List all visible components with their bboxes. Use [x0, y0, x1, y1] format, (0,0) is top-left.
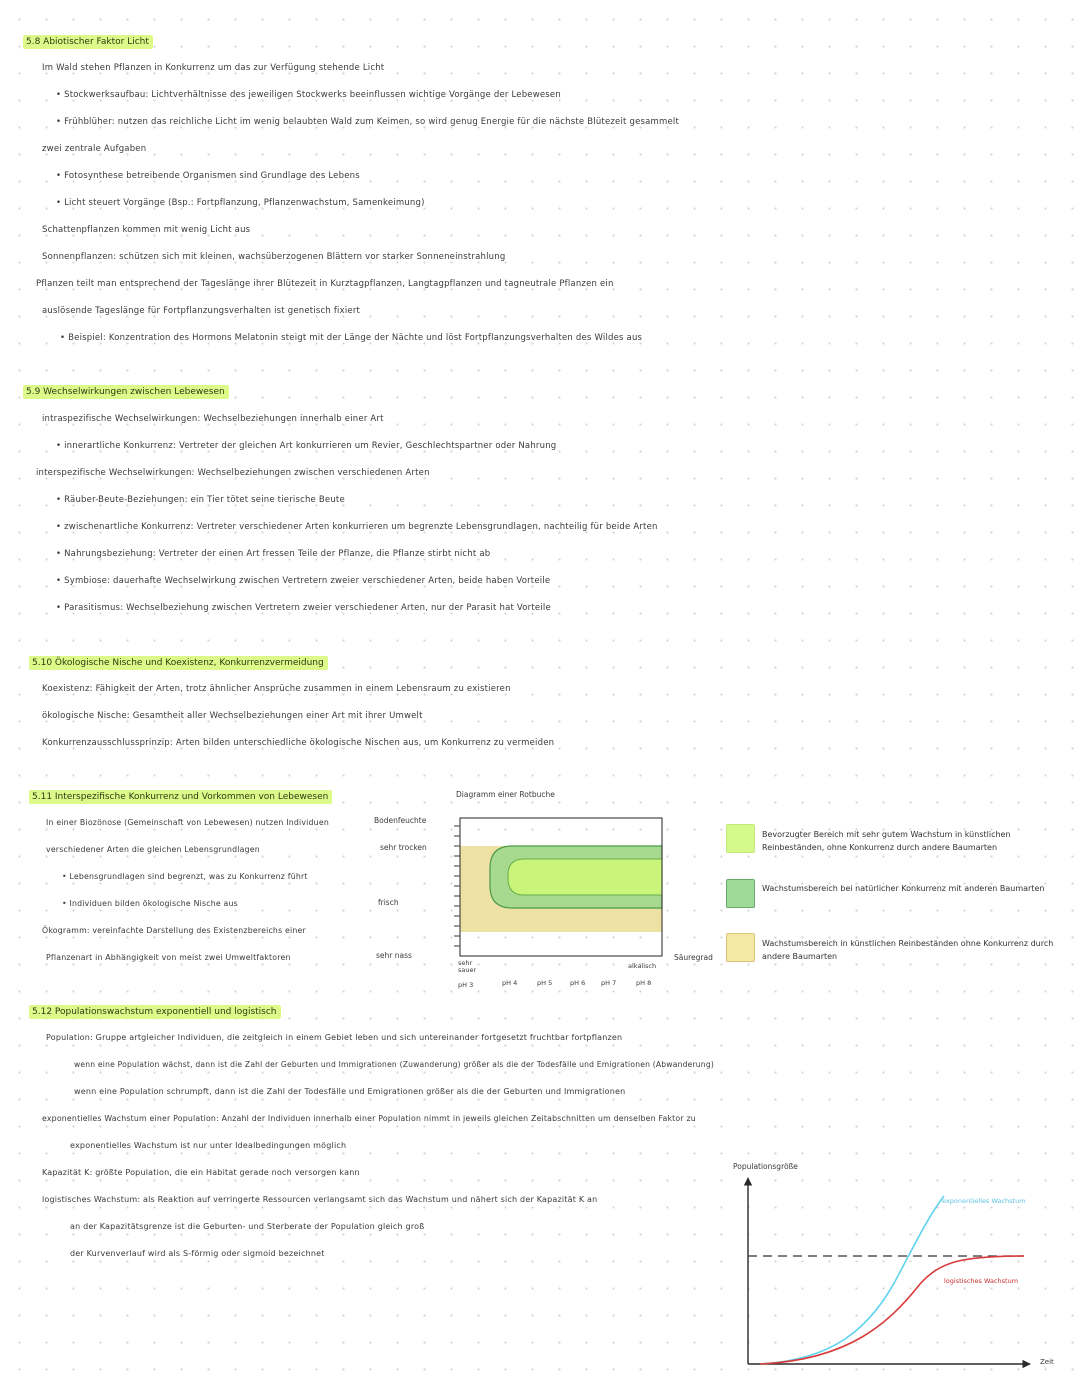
text-line: • Räuber-Beute-Beziehungen: ein Tier tötet seine tierische Beute	[56, 494, 345, 506]
text-line: an der Kapazitätsgrenze ist die Geburten- und Sterberate der Population gleich groß	[70, 1222, 425, 1231]
text-line: • zwischenartliche Konkurrenz: Vertreter verschiedener Arten konkurrieren um begrenzte Lebensgrundlagen, nachteilig für beide Arten	[56, 521, 658, 533]
text-line: Pflanzenart in Abhängigkeit von meist zwei Umweltfaktoren	[46, 953, 291, 962]
text-line: Population: Gruppe artgleicher Individuen, die zeitgleich in einem Gebiet leben und sich untereinander fortgesetzt fruchtbar fortpflanzen	[46, 1033, 623, 1042]
text-line: interspezifische Wechselwirkungen: Wechselbeziehungen zwischen verschiedenen Arten	[36, 468, 430, 478]
text-line: ökologische Nische: Gesamtheit aller Wechselbeziehungen einer Art mit ihrer Umwelt	[42, 711, 423, 721]
section-5-12-header: 5.12 Populationswachstum exponentiell und logistisch	[29, 1005, 281, 1019]
text-line: • Beispiel: Konzentration des Hormons Melatonin steigt mit der Länge der Nächte und löst Fortpflanzungsverhalten des Wildes aus	[60, 332, 642, 344]
section-5-9-header: 5.9 Wechselwirkungen zwischen Lebewesen	[23, 385, 229, 399]
logistic-curve	[760, 1256, 1024, 1364]
section-5-11-header: 5.11 Interspezifische Konkurrenz und Vorkommen von Lebewesen	[29, 790, 332, 804]
text-line: Im Wald stehen Pflanzen in Konkurrenz um das zur Verfügung stehende Licht	[42, 63, 385, 73]
oekogramm-y-label: sehr nass	[376, 951, 412, 960]
text-line: Kapazität K: größte Population, die ein Habitat gerade noch versorgen kann	[42, 1168, 360, 1177]
text-line: • Licht steuert Vorgänge (Bsp.: Fortpflanzung, Pflanzenwachstum, Samenkeimung)	[56, 197, 425, 209]
text-line: der Kurvenverlauf wird als S-förmig oder sigmoid bezeichnet	[70, 1249, 325, 1258]
text-line: In einer Biozönose (Gemeinschaft von Lebewesen) nutzen Individuen	[46, 818, 329, 827]
exponential-curve	[760, 1196, 944, 1364]
section-5-8-header: 5.8 Abiotischer Faktor Licht	[23, 35, 153, 49]
text-line: Konkurrenzausschlussprinzip: Arten bilden unterschiedliche ökologische Nischen aus, um Konkurrenz zu vermeiden	[42, 738, 555, 748]
oekogramm-x-label: pH 5	[537, 979, 553, 987]
text-line: • Symbiose: dauerhafte Wechselwirkung zwischen Vertretern zweier verschiedener Arten, beide haben Vorteile	[56, 575, 550, 587]
oekogramm-y-label: frisch	[378, 898, 399, 907]
text-line: Koexistenz: Fähigkeit der Arten, trotz ähnlicher Ansprüche zusammen in einem Lebensraum zu existieren	[42, 684, 511, 694]
oekogramm-x-sublabel: pH 3	[458, 981, 474, 989]
text-line: • Stockwerksaufbau: Lichtverhältnisse des jeweiligen Stockwerks beeinflussen wichtige Vorgänge der Lebewesen	[56, 89, 561, 101]
text-line: Pflanzen teilt man entsprechend der Tageslänge ihrer Blütezeit in Kurztagpflanzen, Langtagpflanzen und tagneutrale Pflanzen ein	[36, 279, 614, 289]
text-line: • Individuen bilden ökologische Nische aus	[62, 898, 238, 910]
legend-swatch-preferred	[726, 824, 755, 853]
growth-x-label: Zeit	[1040, 1358, 1054, 1366]
logistic-label: logistisches Wachstum	[944, 1277, 1019, 1285]
legend-text-preferred: Bevorzugter Bereich mit sehr gutem Wachstum in künstlichen Reinbeständen, ohne Konkurrenz durch andere Baumarten	[762, 830, 1011, 852]
text-line: • innerartliche Konkurrenz: Vertreter der gleichen Art konkurrieren um Revier, Geschlechtspartner oder Nahrung	[56, 440, 556, 452]
oekogramm-x-label: sehr sauer	[458, 959, 477, 974]
text-line: exponentielles Wachstum ist nur unter Idealbedingungen möglich	[70, 1141, 347, 1150]
legend-swatch-outer	[726, 933, 755, 962]
oekogramm-x-label: alkalisch	[628, 962, 657, 970]
oekogramm-x-sublabel: pH 8	[636, 979, 652, 987]
text-line: • Nahrungsbeziehung: Vertreter der einen Art fressen Teile der Pflanze, die Pflanze stirbt nicht ab	[56, 548, 490, 560]
legend-swatch-natural	[726, 879, 755, 908]
text-line: wenn eine Population wächst, dann ist die Zahl der Geburten und Immigrationen (Zuwanderung) größer als die der Todesfälle und Emigrationen (Abwanderung)	[74, 1060, 715, 1069]
text-line: Schattenpflanzen kommen mit wenig Licht aus	[42, 225, 251, 235]
oekogramm-chart	[450, 812, 670, 962]
text-line: logistisches Wachstum: als Reaktion auf verringerte Ressourcen verlangsamt sich das Wachstum und nähert sich der Kapazität K an	[42, 1195, 598, 1204]
text-line: Sonnenpflanzen: schützen sich mit kleinen, wachsüberzogenen Blättern vor starker Sonneneinstrahlung	[42, 252, 506, 262]
text-line: verschiedener Arten die gleichen Lebensgrundlagen	[46, 845, 260, 854]
oekogramm-x-label: pH 4	[502, 979, 518, 987]
text-line: intraspezifische Wechselwirkungen: Wechselbeziehungen innerhalb einer Art	[42, 414, 384, 424]
text-line: • Frühblüher: nutzen das reichliche Licht im wenig belaubten Wald zum Keimen, so wird genug Energie für die nächste Blütezeit gesammelt	[56, 116, 679, 128]
oekogramm-x-label: pH 6	[570, 979, 586, 987]
oekogramm-y-label: sehr trocken	[380, 843, 427, 852]
section-5-10-header: 5.10 Ökologische Nische und Koexistenz, Konkurrenzvermeidung	[29, 656, 328, 670]
y-axis-ticks	[454, 826, 460, 946]
legend-text-natural: Wachstumsbereich bei natürlicher Konkurrenz mit anderen Baumarten	[762, 884, 1045, 893]
oekogramm-y-title: Bodenfeuchte	[374, 816, 427, 825]
exponential-label: exponentielles Wachstum	[942, 1197, 1026, 1205]
text-line: wenn eine Population schrumpft, dann ist die Zahl der Todesfälle und Emigrationen größer als die der Geburten und Immigrationen	[74, 1087, 626, 1096]
legend-text-outer: Wachstumsbereich in künstlichen Reinbeständen ohne Konkurrenz durch andere Baumarten	[762, 939, 1054, 961]
oekogramm-title: Diagramm einer Rotbuche	[456, 790, 555, 799]
text-line: • Fotosynthese betreibende Organismen sind Grundlage des Lebens	[56, 170, 360, 182]
text-line: • Lebensgrundlagen sind begrenzt, was zu Konkurrenz führt	[62, 871, 308, 883]
text-line: auslösende Tageslänge für Fortpflanzungsverhalten ist genetisch fixiert	[42, 306, 361, 316]
text-line: Ökogramm: vereinfachte Darstellung des Existenzbereichs einer	[42, 926, 306, 935]
growth-y-label: Populationsgröße	[733, 1162, 798, 1171]
text-line: • Parasitismus: Wechselbeziehung zwischen Vertretern zweier verschiedener Arten, nur der Parasit hat Vorteile	[56, 602, 551, 614]
preferred-area	[508, 859, 662, 895]
text-line: exponentielles Wachstum einer Population: Anzahl der Individuen innerhalb einer Population nimmt in jeweils gleichen Zeitabschnitten um denselben Faktor zu	[42, 1114, 696, 1123]
oekogramm-x-title: Säuregrad	[674, 953, 713, 962]
text-line: zwei zentrale Aufgaben	[42, 144, 147, 154]
oekogramm-x-label: pH 7	[601, 979, 617, 987]
